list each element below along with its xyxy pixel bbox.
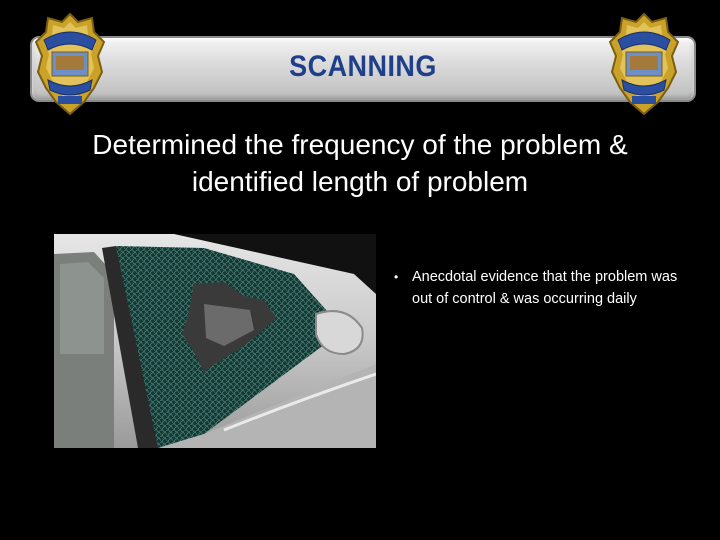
bullet-list (394, 266, 694, 310)
broken-car-window-photo (54, 234, 376, 448)
bullet-text: Anecdotal evidence that the problem was out of control & was occurring daily (412, 269, 678, 307)
police-badge-icon (608, 12, 680, 116)
police-badge-icon (34, 12, 106, 116)
list-item (394, 266, 694, 310)
bullet-icon: • (394, 270, 399, 284)
slide-title: SCANNING (289, 50, 437, 83)
title-banner (30, 36, 696, 102)
slide-heading: Determined the frequency of the problem & identified length of problem (92, 129, 628, 197)
